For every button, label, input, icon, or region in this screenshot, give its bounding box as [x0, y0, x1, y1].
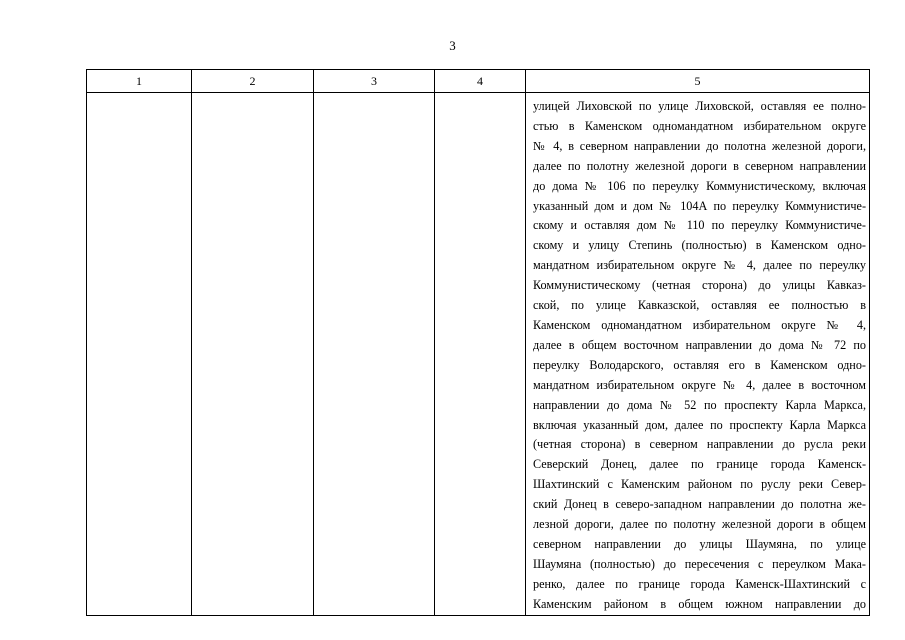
boundary-table [86, 69, 870, 616]
boundary-text-line: ской, по улице Кавказской, оставляя ее полностью в [533, 298, 866, 313]
boundary-text-line: включая указанный дом, далее по проспекту Карла Маркса [533, 417, 866, 432]
boundary-text-line: далее по полотну железной дороги в северном направлении [533, 158, 866, 173]
boundary-text-line: до дома № 106 по переулку Коммунистическому, включая [533, 178, 866, 193]
column-header-2: 2 [192, 70, 314, 93]
boundary-text-line: лезной дороги, далее по полотну железной дороги в общем [533, 517, 866, 532]
table-cell-col2 [192, 93, 314, 616]
boundary-text-line: ский Донец в северо-западном направлении до полотна же- [533, 497, 866, 512]
table-header-row [87, 70, 870, 93]
page-number: 3 [449, 38, 456, 53]
boundary-text-line: скому и улицу Степинь (полностью) в Каменском одно- [533, 238, 866, 253]
boundary-text-line: Северский Донец, далее по границе города Каменск- [533, 457, 866, 472]
boundary-text-line: Коммунистическому (четная сторона) до улицы Кавказ- [533, 278, 866, 293]
boundary-text-line: стью в Каменском одномандатном избирательном округе [533, 118, 866, 133]
column-header-5: 5 [526, 70, 870, 93]
boundary-text-line: ренко, далее по границе города Каменск-Шахтинский с [533, 576, 866, 591]
boundary-text-line: Каменском одномандатном избирательном округе № 4, [533, 317, 866, 332]
boundary-text-line: мандатном избирательном округе № 4, далее в восточном [533, 377, 866, 392]
boundary-text-line: (четная сторона) в северном направлении до русла реки [533, 437, 866, 452]
column-header-3: 3 [314, 70, 435, 93]
boundary-text-line: скому и оставляя дом № 110 по переулку Коммунистиче- [533, 218, 866, 233]
column-header-1: 1 [87, 70, 192, 93]
boundary-text-line: № 4, в северном направлении до полотна железной дороги, [533, 138, 866, 153]
table-cell-col4 [435, 93, 526, 616]
table-row [87, 93, 870, 616]
boundary-text-line: указанный дом и дом № 104А по переулку Коммунистиче- [533, 198, 866, 213]
boundary-text-line: Шахтинский с Каменским районом по руслу реки Север- [533, 477, 866, 492]
boundary-text-line: северном направлении до улицы Шаумяна, по улице [533, 536, 866, 551]
boundary-text-line: направлении до дома № 52 по проспекту Карла Маркса, [533, 397, 866, 412]
boundary-text-line: мандатном избирательном округе № 4, далее по переулку [533, 258, 866, 273]
boundary-text-line: переулку Володарского, оставляя его в Каменском одно- [533, 357, 866, 372]
boundary-text-line: далее в общем восточном направлении до дома № 72 по [533, 337, 866, 352]
boundary-text-line: Шаумяна (полностью) до пересечения с переулком Мака- [533, 556, 866, 571]
table-cell-col3 [314, 93, 435, 616]
boundary-text-line: улицей Лиховской по улице Лиховской, оставляя ее полно- [533, 99, 866, 113]
table-cell-col5 [526, 93, 870, 616]
column-header-4: 4 [435, 70, 526, 93]
boundary-text-line: Каменским районом в общем южном направлении до [533, 596, 866, 611]
table-cell-col1 [87, 93, 192, 616]
